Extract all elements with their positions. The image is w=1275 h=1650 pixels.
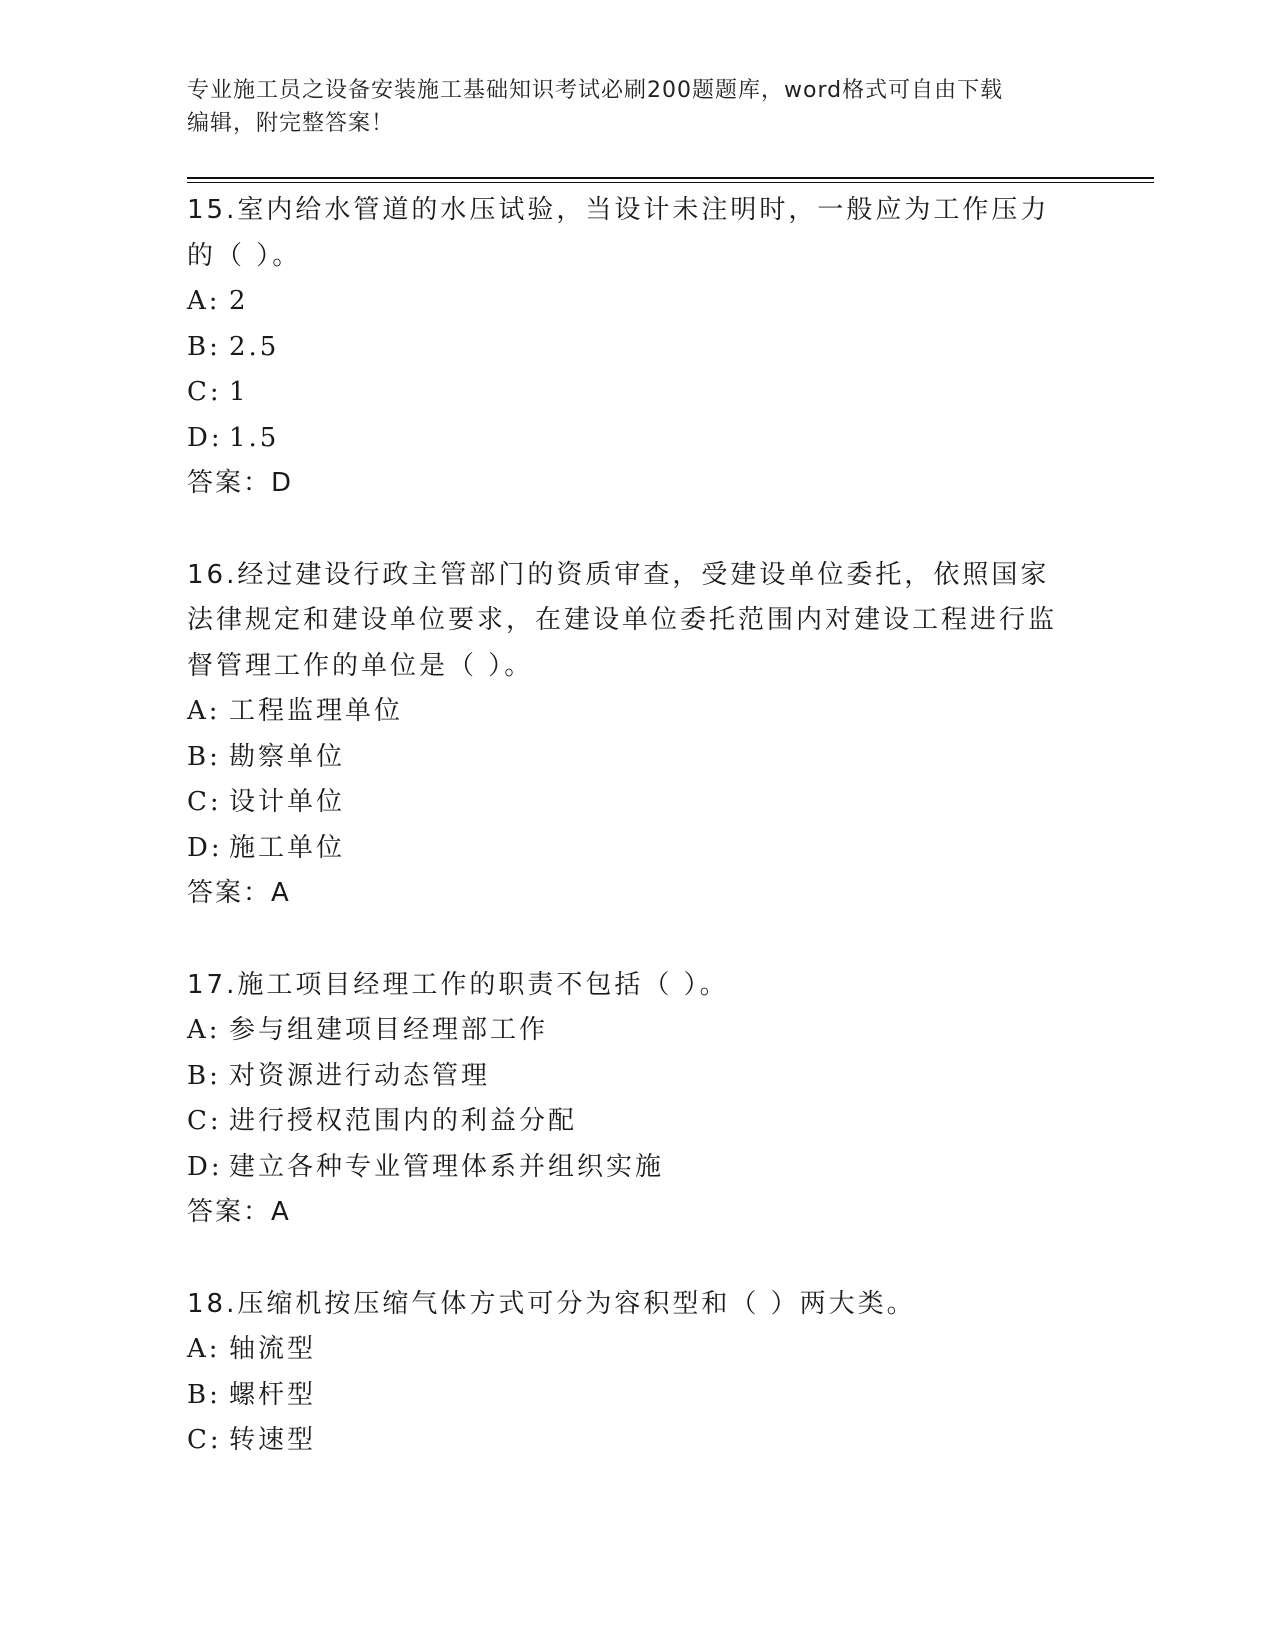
option-d <box>187 826 1087 872</box>
option-value: 勘察单位 <box>229 741 346 772</box>
option-c <box>187 370 1087 416</box>
question-18 <box>187 1282 1087 1464</box>
answer-line <box>187 461 1087 507</box>
option-letter: B: <box>187 741 221 772</box>
header-divider-thin <box>187 182 1154 183</box>
option-b <box>187 1373 1087 1419</box>
option-b <box>187 735 1087 781</box>
answer-label: 答案： <box>187 1197 272 1227</box>
question-spacer <box>187 1236 1087 1282</box>
answer-line <box>187 1190 1087 1236</box>
option-value: 参与组建项目经理部工作 <box>229 1015 549 1045</box>
header-title-line-2: 编辑，附完整答案！ <box>187 111 395 136</box>
answer-value: D <box>271 468 294 498</box>
option-c <box>187 780 1087 826</box>
question-text: 17.施工项目经理工作的职责不包括（ ）。 <box>187 969 729 1000</box>
option-a <box>187 1008 1087 1054</box>
option-d <box>187 416 1087 462</box>
option-letter: D: <box>187 1151 223 1182</box>
option-letter: A: <box>187 696 221 726</box>
question-text: 18.压缩机按压缩气体方式可分为容积型和（ ）两大类。 <box>187 1288 916 1319</box>
question-16 <box>187 553 1087 917</box>
option-a <box>187 689 1087 735</box>
answer-line <box>187 871 1087 917</box>
option-value: 2.5 <box>229 331 280 362</box>
option-b <box>187 1054 1087 1100</box>
option-d <box>187 1145 1087 1191</box>
header-title-line-1: 专业施工员之设备安装施工基础知识考试必刷200题题库，word格式可自由下载 <box>187 78 1004 103</box>
answer-value: A <box>271 1197 291 1227</box>
option-letter: B: <box>187 1379 221 1410</box>
option-value: 螺杆型 <box>229 1379 317 1410</box>
document-header <box>187 74 1077 140</box>
option-letter: B: <box>187 1060 221 1091</box>
answer-value: A <box>271 878 291 908</box>
option-c <box>187 1418 1087 1464</box>
option-letter: B: <box>187 331 221 362</box>
answer-label: 答案： <box>187 878 272 908</box>
option-letter: A: <box>187 1015 221 1045</box>
option-value: 工程监理单位 <box>229 696 404 726</box>
option-letter: D: <box>187 832 223 863</box>
question-15 <box>187 188 1087 507</box>
option-value: 轴流型 <box>229 1334 317 1364</box>
option-value: 2 <box>229 286 249 316</box>
option-value: 建立各种专业管理体系并组织实施 <box>229 1151 665 1182</box>
question-text: 16.经过建设行政主管部门的资质审查，受建设单位委托，依照国家法律规定和建设单位要求，在建设单位委托范围内对建设工程进行监督管理工作的单位是（ ）。 <box>187 559 1058 681</box>
option-value: 设计单位 <box>229 787 346 817</box>
option-value: 进行授权范围内的利益分配 <box>229 1106 578 1136</box>
question-17 <box>187 963 1087 1236</box>
option-value: 1 <box>229 377 249 407</box>
question-spacer <box>187 507 1087 553</box>
option-value: 转速型 <box>229 1425 317 1455</box>
option-letter: A: <box>187 1334 221 1364</box>
option-letter: C: <box>187 377 222 407</box>
option-letter: C: <box>187 1425 222 1455</box>
question-list <box>187 188 1087 1464</box>
option-a <box>187 1327 1087 1373</box>
option-value: 对资源进行动态管理 <box>229 1060 491 1091</box>
option-a <box>187 279 1087 325</box>
option-letter: C: <box>187 1106 222 1136</box>
option-letter: A: <box>187 286 221 316</box>
question-text: 15.室内给水管道的水压试验，当设计未注明时，一般应为工作压力的（ ）。 <box>187 195 1050 271</box>
header-divider-thick <box>187 177 1154 179</box>
answer-label: 答案： <box>187 468 272 498</box>
option-value: 1.5 <box>229 422 280 453</box>
option-letter: D: <box>187 422 223 453</box>
option-letter: C: <box>187 787 222 817</box>
option-b <box>187 325 1087 371</box>
question-spacer <box>187 917 1087 963</box>
option-value: 施工单位 <box>229 832 346 863</box>
option-c <box>187 1099 1087 1145</box>
